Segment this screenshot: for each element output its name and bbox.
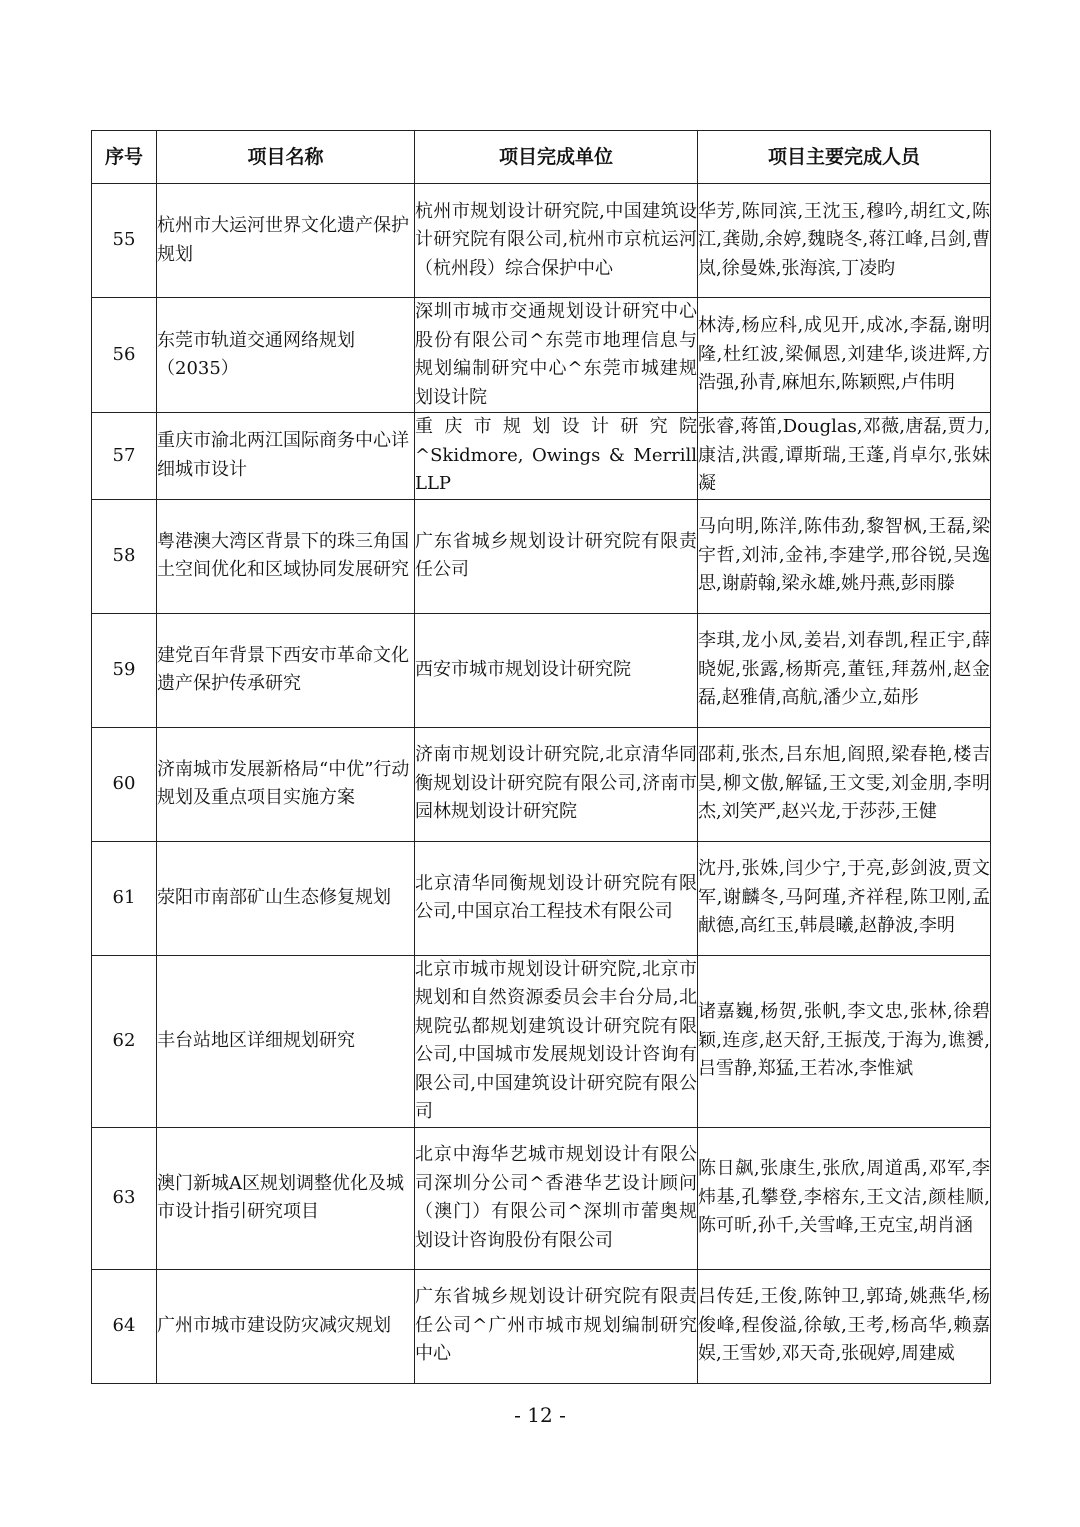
row-completion-unit: 北京清华同衡规划设计研究院有限公司,中国京冶工程技术有限公司 <box>415 841 698 955</box>
row-serial: 56 <box>92 298 157 413</box>
row-completion-unit: 广东省城乡规划设计研究院有限责任公司 <box>415 499 698 613</box>
row-completion-unit: 北京中海华艺城市规划设计有限公司深圳分公司^香港华艺设计顾问（澳门）有限公司^深圳市蕾奥规划设计咨询股份有限公司 <box>415 1127 698 1269</box>
row-main-people: 李琪,龙小凤,姜岩,刘春凯,程正宇,薛晓妮,张露,杨斯亮,董钰,拜荔州,赵金磊,赵雅倩,高航,潘少立,茹彤 <box>698 613 991 727</box>
row-project-name: 东莞市轨道交通网络规划（2035） <box>157 298 415 413</box>
row-main-people: 马向明,陈洋,陈伟劲,黎智枫,王磊,梁宇哲,刘沛,金祎,李建学,邢谷锐,吴逸思,谢蔚翰,梁永雄,姚丹燕,彭雨滕 <box>698 499 991 613</box>
header-project-name: 项目名称 <box>157 131 415 184</box>
table-row <box>92 841 991 955</box>
page-number: - 12 - <box>514 1403 566 1427</box>
row-main-people: 林涛,杨应科,成见开,成冰,李磊,谢明隆,杜红波,梁佩恩,刘建华,谈进辉,方浩强,孙青,麻旭东,陈颖熙,卢伟明 <box>698 298 991 413</box>
table-row <box>92 1127 991 1269</box>
row-project-name: 粤港澳大湾区背景下的珠三角国土空间优化和区域协同发展研究 <box>157 499 415 613</box>
row-serial: 64 <box>92 1269 157 1383</box>
header-serial: 序号 <box>92 131 157 184</box>
table-row <box>92 184 991 298</box>
table-header-row <box>92 131 991 184</box>
row-main-people: 诸嘉巍,杨贺,张帆,李文忠,张林,徐碧颖,连彦,赵天舒,王振茂,于海为,谯赟,吕雪静,郑猛,王若冰,李惟斌 <box>698 955 991 1127</box>
row-serial: 59 <box>92 613 157 727</box>
awards-table <box>91 130 991 1384</box>
header-completion-unit: 项目完成单位 <box>415 131 698 184</box>
row-main-people: 张睿,蒋笛,Douglas,邓薇,唐磊,贾力,康洁,洪霞,谭斯瑞,王蓬,肖卓尔,张妹凝 <box>698 413 991 500</box>
row-completion-unit: 西安市城市规划设计研究院 <box>415 613 698 727</box>
row-main-people: 沈丹,张姝,闫少宁,于亮,彭剑波,贾文军,谢麟冬,马阿瑾,齐祥程,陈卫刚,孟献德,高红玉,韩晨曦,赵静波,李明 <box>698 841 991 955</box>
row-serial: 58 <box>92 499 157 613</box>
row-main-people: 华芳,陈同滨,王沈玉,穆吟,胡红文,陈江,龚勋,余婷,魏晓冬,蒋江峰,吕剑,曹岚,徐曼姝,张海滨,丁凌昀 <box>698 184 991 298</box>
row-project-name: 重庆市渝北两江国际商务中心详细城市设计 <box>157 413 415 500</box>
row-serial: 57 <box>92 413 157 500</box>
row-serial: 62 <box>92 955 157 1127</box>
row-serial: 60 <box>92 727 157 841</box>
row-completion-unit: 广东省城乡规划设计研究院有限责任公司^广州市城市规划编制研究中心 <box>415 1269 698 1383</box>
row-main-people: 吕传廷,王俊,陈钟卫,郭琦,姚燕华,杨俊峰,程俊溢,徐敏,王考,杨高华,赖嘉娱,王雪妙,邓天奇,张砚婷,周建威 <box>698 1269 991 1383</box>
row-project-name: 杭州市大运河世界文化遗产保护规划 <box>157 184 415 298</box>
row-main-people: 邵莉,张杰,吕东旭,阎照,梁春艳,楼吉昊,柳文傲,解锰,王文雯,刘金朋,李明杰,刘笑严,赵兴龙,于莎莎,王健 <box>698 727 991 841</box>
row-completion-unit: 深圳市城市交通规划设计研究中心股份有限公司^东莞市地理信息与规划编制研究中心^东莞市城建规划设计院 <box>415 298 698 413</box>
table-row <box>92 727 991 841</box>
table-row <box>92 613 991 727</box>
row-project-name: 建党百年背景下西安市革命文化遗产保护传承研究 <box>157 613 415 727</box>
row-project-name: 广州市城市建设防灾减灾规划 <box>157 1269 415 1383</box>
row-completion-unit: 重庆市规划设计研究院^Skidmore, Owings & Merrill LLP <box>415 413 698 500</box>
table-row <box>92 1269 991 1383</box>
row-serial: 55 <box>92 184 157 298</box>
row-serial: 63 <box>92 1127 157 1269</box>
table-row <box>92 298 991 413</box>
row-project-name: 荥阳市南部矿山生态修复规划 <box>157 841 415 955</box>
row-completion-unit: 杭州市规划设计研究院,中国建筑设计研究院有限公司,杭州市京杭运河（杭州段）综合保护中心 <box>415 184 698 298</box>
row-completion-unit: 北京市城市规划设计研究院,北京市规划和自然资源委员会丰台分局,北规院弘都规划建筑设计研究院有限公司,中国城市发展规划设计咨询有限公司,中国建筑设计研究院有限公司 <box>415 955 698 1127</box>
row-serial: 61 <box>92 841 157 955</box>
row-completion-unit: 济南市规划设计研究院,北京清华同衡规划设计研究院有限公司,济南市园林规划设计研究院 <box>415 727 698 841</box>
table-row <box>92 955 991 1127</box>
table-row <box>92 499 991 613</box>
row-main-people: 陈日飙,张康生,张欣,周道禹,邓军,李炜基,孔攀登,李榕东,王文洁,颜桂顺,陈可昕,孙千,关雪峰,王克宝,胡肖涵 <box>698 1127 991 1269</box>
row-project-name: 丰台站地区详细规划研究 <box>157 955 415 1127</box>
table-row <box>92 413 991 500</box>
row-project-name: 济南城市发展新格局“中优”行动规划及重点项目实施方案 <box>157 727 415 841</box>
header-main-people: 项目主要完成人员 <box>698 131 991 184</box>
row-project-name: 澳门新城A区规划调整优化及城市设计指引研究项目 <box>157 1127 415 1269</box>
